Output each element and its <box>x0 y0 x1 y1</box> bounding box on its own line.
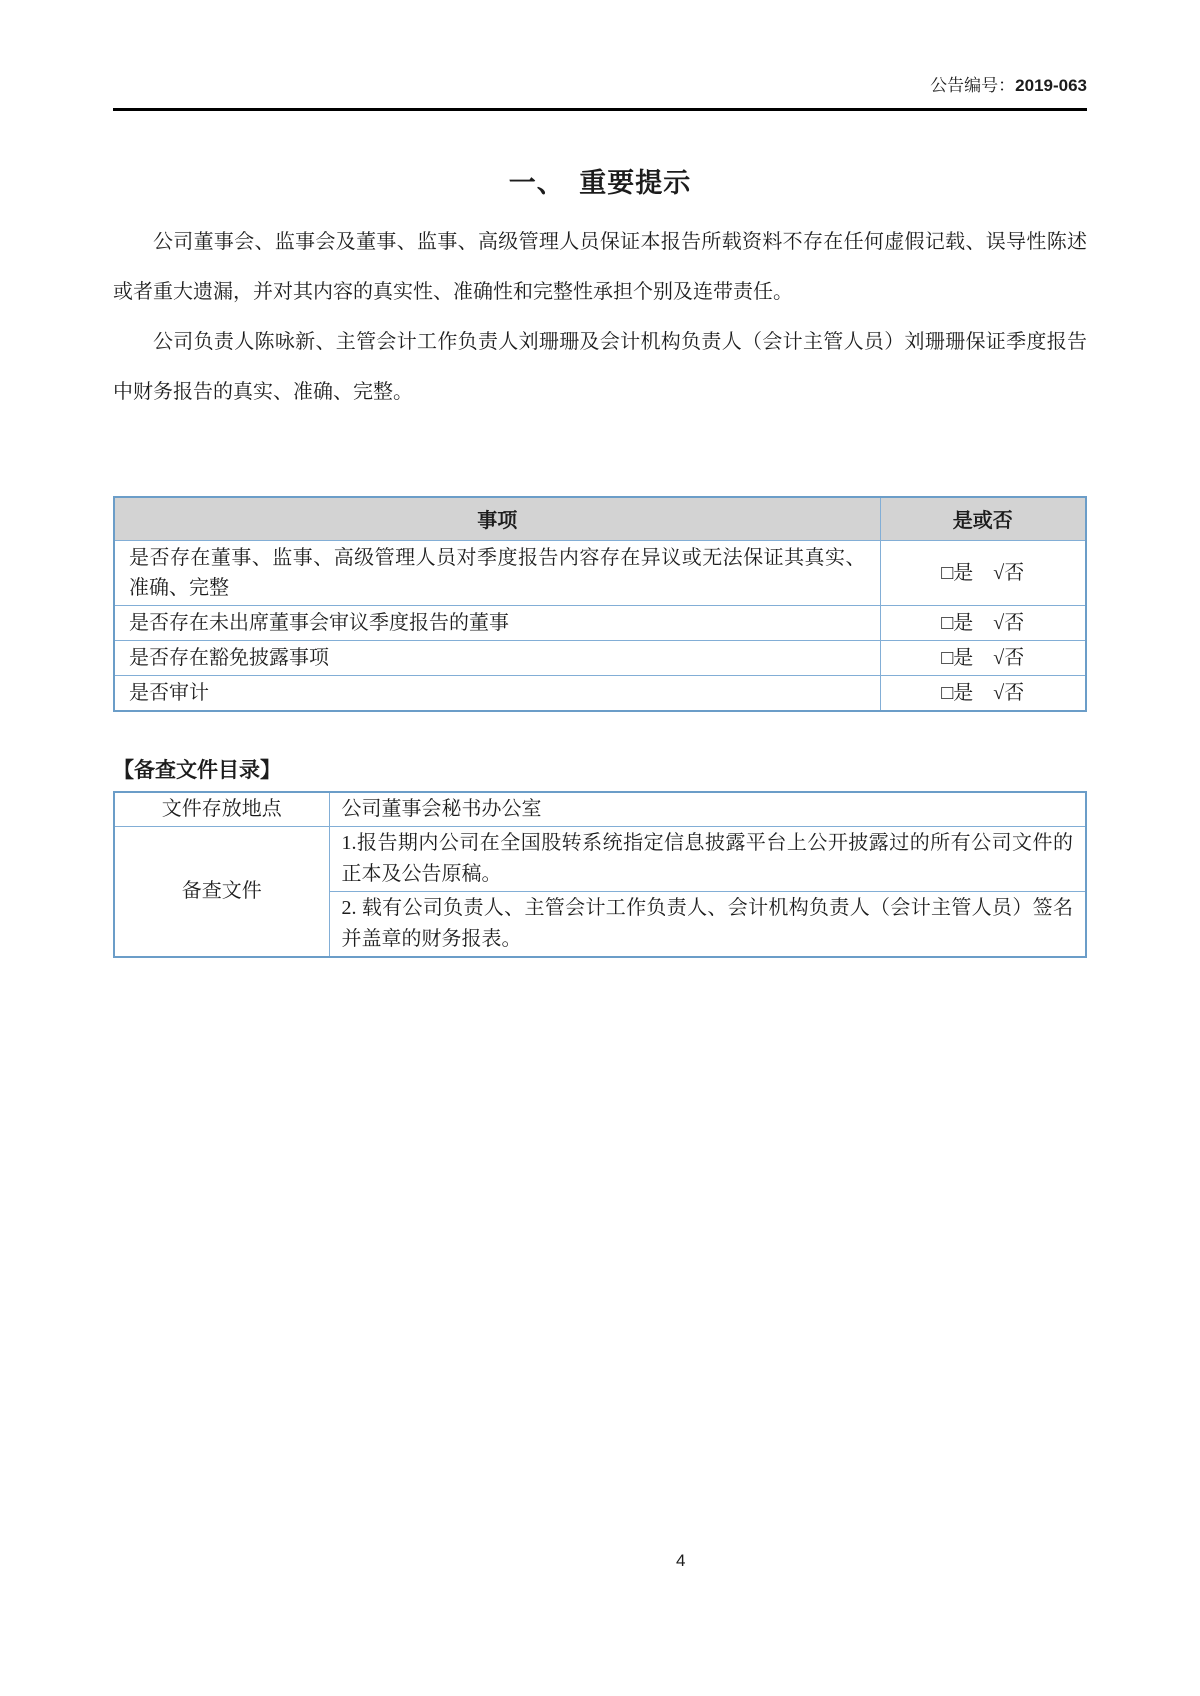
matters-table-header-row <box>114 497 1086 540</box>
docs-location-label: 文件存放地点 <box>114 792 329 827</box>
docs-files-label: 备查文件 <box>114 826 329 957</box>
page-number: 4 <box>676 1551 686 1570</box>
matters-row-answer: □是 √否 <box>880 605 1086 640</box>
table-row <box>114 792 1086 827</box>
matters-header-item: 事项 <box>114 497 880 540</box>
matters-row-item: 是否存在董事、监事、高级管理人员对季度报告内容存在异议或无法保证其真实、准确、完整 <box>114 540 880 605</box>
docs-location-value: 公司董事会秘书办公室 <box>329 792 1086 827</box>
docs-files-item: 1.报告期内公司在全国股转系统指定信息披露平台上公开披露过的所有公司文件的正本及公告原稿。 <box>329 826 1086 891</box>
table-row <box>114 640 1086 675</box>
table-row <box>114 675 1086 711</box>
announcement-no-label: 公告编号： <box>930 76 1016 95</box>
paragraph-responsible-persons: 公司负责人陈咏新、主管会计工作负责人刘珊珊及会计机构负责人（会计主管人员）刘珊珊保证季度报告中财务报告的真实、准确、完整。 <box>113 331 1087 403</box>
matters-row-answer: □是 √否 <box>880 640 1086 675</box>
table-row <box>114 540 1086 605</box>
docs-section-title: 【备查文件目录】 <box>113 757 281 782</box>
docs-files-item: 2. 载有公司负责人、主管会计工作负责人、会计机构负责人（会计主管人员）签名并盖章的财务报表。 <box>329 891 1086 957</box>
paragraph-liability: 公司董事会、监事会及董事、监事、高级管理人员保证本报告所载资料不存在任何虚假记载、误导性陈述或者重大遗漏，并对其内容的真实性、准确性和完整性承担个别及连带责任。 <box>113 231 1087 303</box>
table-row <box>114 605 1086 640</box>
matters-row-item: 是否存在未出席董事会审议季度报告的董事 <box>114 605 880 640</box>
matters-table <box>113 496 1087 712</box>
announcement-no-value: 2019-063 <box>1015 76 1087 95</box>
docs-table <box>113 791 1087 958</box>
doc-header <box>113 0 1087 96</box>
matters-row-answer: □是 √否 <box>880 540 1086 605</box>
matters-header-yesno: 是或否 <box>880 497 1086 540</box>
matters-row-item: 是否存在豁免披露事项 <box>114 640 880 675</box>
header-rule <box>113 108 1087 111</box>
matters-row-answer: □是 √否 <box>880 675 1086 711</box>
table-row <box>114 826 1086 891</box>
matters-row-item: 是否审计 <box>114 675 880 711</box>
page-title: 一、 重要提示 <box>508 168 692 198</box>
